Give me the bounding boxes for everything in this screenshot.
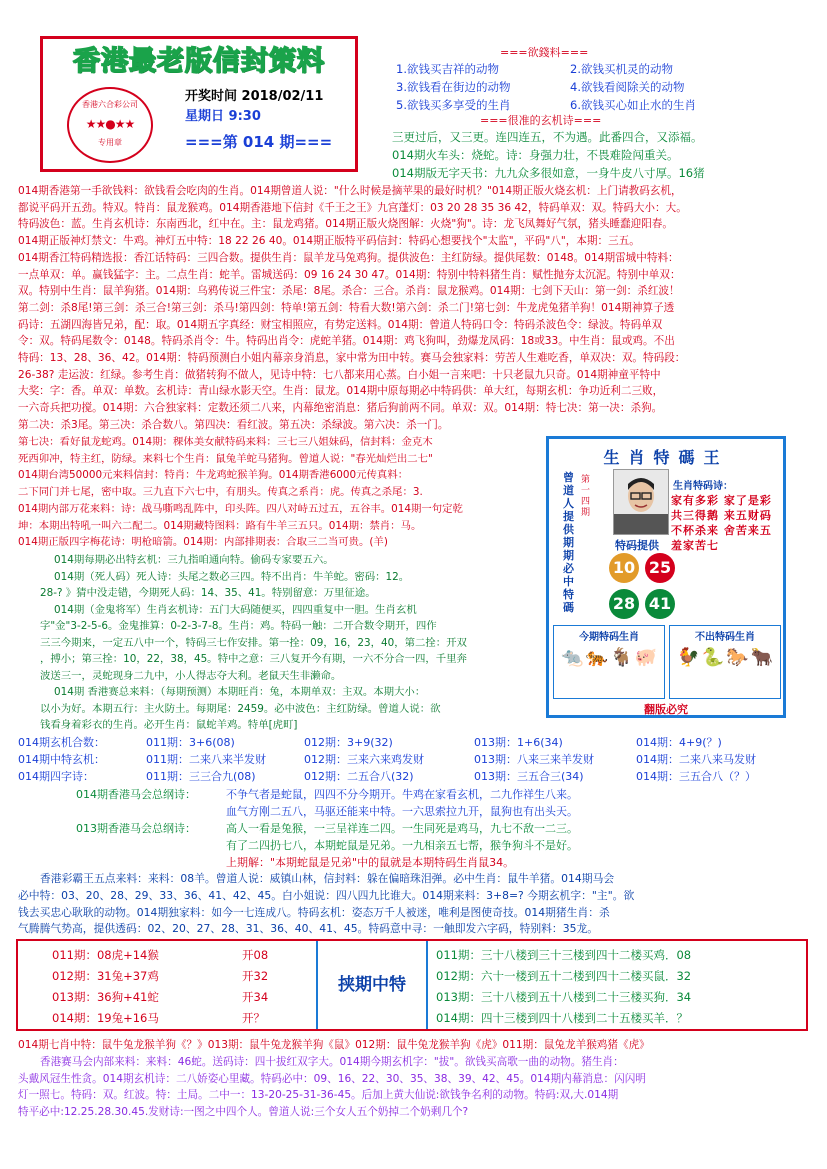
list-item: 012期：31兔+37鸡 bbox=[52, 969, 159, 983]
main-text-block bbox=[18, 183, 808, 434]
text-line: 014期正版神灯禁文：牛鸡。神灯五中特：18 22 26 40。014期正版特平码信封：特码心想要找个"太监"，平码"八"，本期：三五。 bbox=[18, 235, 640, 248]
text-line: 28-? 》猜中没走错，今期死人码：14、35、41。特别留意：万里征途。 bbox=[40, 587, 376, 599]
text-line: 波送三一，灵蛇现身二九中，小人得志夺大利。老鼠天生非濑命。 bbox=[40, 669, 342, 682]
section-heading-poem: ===很准的玄机诗=== bbox=[480, 114, 602, 127]
draw-time: 开奖时间 2018/02/11 bbox=[185, 89, 324, 104]
rooster-icon: 🐓 bbox=[677, 647, 700, 668]
list-item: 2.欲钱买机灵的动物 bbox=[570, 62, 673, 76]
panel-footer: 翻版必究 bbox=[644, 703, 688, 716]
number-ball: 10 bbox=[609, 553, 639, 583]
list-item: 1.欲钱买吉祥的动物 bbox=[396, 62, 499, 76]
table-cell: 013期：三五合三(34) bbox=[474, 769, 584, 783]
list-item: 014期：19兔+16马 bbox=[52, 1011, 159, 1025]
zodiac-icons bbox=[670, 643, 780, 672]
text-line: ，搏小；第三拴：10，22，38，45。特中之意：三八复开今有期，一六不分合一四，千里奔 bbox=[40, 653, 467, 665]
header-box bbox=[40, 36, 358, 172]
panel-title: 生肖特碼王 bbox=[603, 448, 729, 467]
text-line: 三三今期来，一定五八中一个，特码三七作安排。第一拴：09，16，23，40，第二拴：开双 bbox=[40, 636, 467, 649]
poem-line: 高人一看是兔猴，一三呈祥连二四。一生同死是鸡马，九七不敌一二三。 bbox=[226, 822, 578, 835]
table-row bbox=[18, 733, 756, 750]
text-line: 必中特：03、20、28、29、33、36、41、42、45。白小姐说：四八四九比谁大。014期来料：3+8=? 今期玄机字："主"。欲 bbox=[18, 888, 635, 902]
rat-icon: 🐀 bbox=[561, 647, 584, 668]
poem-line: 不争气者是蛇鼠，四四不分今期开。牛鸡在家看玄机，二九作祥生八来。 bbox=[226, 788, 578, 801]
list-item-result: 开34 bbox=[242, 990, 269, 1004]
list-item: 3.欲钱看在街边的动物 bbox=[396, 80, 511, 94]
table-cell: 013期：八来三来羊发财 bbox=[474, 752, 594, 766]
list-item: 014期：四十三楼到四十八楼到二十五楼买羊．？ bbox=[436, 1011, 688, 1025]
period-number: ===第 014 期=== bbox=[185, 133, 333, 151]
text-line: 26-38? 走运波：红绿。参考生肖：做猪转狗不做人，见诗中特：七八都来用心蒸。白小姐一言来吧：十只老鼠九只奇。014期神童平特中 bbox=[18, 368, 661, 381]
floor-right-list bbox=[436, 945, 806, 1029]
table-cell: 014期四字诗： bbox=[18, 769, 94, 783]
poem-line: 上期解："本期蛇鼠是兄弟"中的鼠就是本期特码生肖鼠34。 bbox=[226, 856, 515, 869]
floor-box bbox=[16, 939, 808, 1031]
text-line: 014期七肖中特：鼠牛兔龙猴羊狗《？》013期：鼠牛兔龙猴羊狗《鼠》012期：鼠牛兔龙猴羊狗《虎》011期：鼠兔龙羊猴鸡猪《虎》 bbox=[18, 1039, 650, 1051]
text-line: 014期香港第一手欲钱料：欲钱看会吃肉的生肖。014期曾道人说："什么时候是摘苹果的最好时机？"014期正版火烧玄机：上门请教码玄机， bbox=[18, 185, 682, 197]
tiger-icon: 🐅 bbox=[585, 647, 608, 668]
xuanji-table bbox=[18, 733, 756, 784]
left-text-block bbox=[18, 434, 538, 551]
list-item-result: 开08 bbox=[242, 948, 269, 962]
footer-text-block bbox=[18, 1037, 810, 1121]
page-title: 香港最老版信封策料 bbox=[73, 46, 325, 77]
text-line: 双。特别中生肖：鼠羊狗猪。014期：乌鸦传说三件宝：杀尾：8尾。杀合：三合。杀肖：鼠龙猴鸡。014期：七剑下天山：第一剑：杀红波！ bbox=[18, 285, 680, 298]
text-line: 码诗：五湖四海皆兄弟，配：取。014期五字真经：财宝相照应，有势定送料。014期：曾道人特码口令：特码杀波色令：绿波。特码单双 bbox=[18, 318, 663, 331]
text-line: 特码：13、28、36、42。014期：特码预测白小姐内幕亲身消息，家中常为田中转。赛马会独家料：劳苦人生难吃香，单双决：双。特码段： bbox=[18, 352, 686, 365]
seal-stamp: 香港六合彩公司 ★★●★★ 专用章 bbox=[67, 87, 153, 163]
table-cell: 011期：三三合九(08) bbox=[146, 769, 256, 783]
left-text-block-2 bbox=[40, 552, 540, 734]
text-line: 014期每期必出特玄机：三九指咱通向特。偷码专家要五六。 bbox=[54, 554, 334, 566]
list-item: 011期：三十八楼到三十三楼到四十二楼买鸡．08 bbox=[436, 948, 692, 962]
section-heading-money: ===欲錢料=== bbox=[500, 46, 589, 59]
vertical-caption: 曾道人提供期期必中特碼 bbox=[563, 471, 574, 614]
text-line: 014期（死人码）死人诗：头尾之数必三四。特不出肖：牛羊蛇。密码：12。 bbox=[54, 570, 410, 583]
poem-line: 014期火车头：烧蛇。诗：身强力壮，不畏难险闯重关。 bbox=[392, 148, 679, 162]
number-ball: 41 bbox=[645, 589, 675, 619]
box-label: 不出特码生肖 bbox=[695, 632, 755, 643]
poem-line: 血气方刚二五八，马驱还能来中特。一六思索拉九开，鼠狗也有出头天。 bbox=[226, 805, 578, 818]
poem-label: 014期香港马会总纲诗： bbox=[76, 788, 196, 801]
table-cell: 012期：三来六来鸡发财 bbox=[304, 752, 424, 766]
text-line: 坤：本期出特吼一叫六二配二。014期藏特图料：路有牛羊三五只。014期：禁肖：马。 bbox=[18, 519, 422, 532]
list-item: 011期：08虎+14猴 bbox=[52, 948, 159, 962]
ox-icon: 🐂 bbox=[750, 647, 773, 668]
table-cell: 012期：二五合八(32) bbox=[304, 769, 414, 783]
list-item-result: 开32 bbox=[242, 969, 269, 983]
table-cell: 014期：二来八来马发财 bbox=[636, 752, 756, 766]
poem-label: 生肖特码诗： bbox=[673, 481, 733, 492]
today-zodiac-box bbox=[553, 625, 665, 699]
list-item-result: 开？ bbox=[242, 1011, 265, 1025]
table-cell: 014期玄机合数： bbox=[18, 735, 105, 749]
text-line: 014期香江特码精选报：香江话特码：三四合数。提供生肖：鼠羊龙马兔鸡狗。提供波色：主红防绿。提供尾数：0148。014期雷城中特料： bbox=[18, 251, 679, 264]
text-line: 一点单双：单。赢钱猛字：主。二点生肖：蛇羊。雷城送码：09 16 24 30 47。014期：特别中特料猪生肖：赋性抛夯太沉泥。特别中单双： bbox=[18, 268, 681, 281]
pig-icon: 🐖 bbox=[634, 647, 657, 668]
balls-caption: 特码提供 bbox=[615, 539, 659, 552]
zodiac-panel bbox=[546, 436, 786, 718]
poem-line: 有了二四扔七八，本期蛇鼠是兄弟。一九相亲五七帮，猴争狗斗不是好。 bbox=[226, 839, 578, 852]
horse-poems bbox=[76, 786, 816, 871]
portrait-image bbox=[613, 469, 669, 535]
text-line: 头戴风冠生性贪。014期玄机诗：二八娇姿心里藏。特码必中：09、16、22、30、35、38、39、42、45。014期内幕消息：闪闪明 bbox=[18, 1072, 646, 1085]
table-cell: 013期：1+6(34) bbox=[474, 735, 563, 749]
list-item: 013期：三十八楼到五十八楼到二十三楼买狗．34 bbox=[436, 990, 692, 1004]
table-cell: 014期中特玄机： bbox=[18, 752, 105, 766]
text-line: 第二剑：杀8尾!第三剑：杀三合!第三剑：杀马!第四剑：特单!第五剑：特看大数!第六剑：杀二门!第七剑：牛龙虎兔猪羊狗！014期神算子透 bbox=[18, 301, 675, 314]
poem-line: 014期版无字天书：九九众多很如意，一身牛皮八寸厚。16猪 bbox=[392, 166, 705, 180]
table-row bbox=[18, 750, 756, 767]
box-label: 今期特码生肖 bbox=[579, 632, 639, 643]
text-line: 令：双。特码尾数令：0148。特码杀肖令：牛。特码出肖令：虎蛇羊猪。014期：鸡飞狗叫，劲爆龙凤码：18或33。中生肖：鼠或鸡。不出 bbox=[18, 335, 675, 348]
draw-weekday: 星期日 9:30 bbox=[185, 109, 261, 124]
number-ball: 28 bbox=[609, 589, 639, 619]
vertical-period: 第一四期 bbox=[581, 475, 591, 518]
text-line: 014期正版四字梅花诗：明枪暗箭。014期：内部排期表：合取三二当可贵。(羊) bbox=[18, 536, 388, 549]
text-line: 大奖：字：香。单双：单数。玄机诗：青山绿水影天空。生肖：鼠龙。014期中原每期必中特码供：单大红，每期玄机：争功近利二三败， bbox=[18, 385, 664, 398]
text-line: 以小为好。本期五行：主火防土。每期尾：2459。必中波色：主红防绿。曾道人说：欲 bbox=[40, 702, 441, 715]
text-line: 字"金"3-2-5-6。金鬼推算：0-2-3-7-8。生肖：鸡。特码一触：二开合数令期开，四作 bbox=[40, 620, 437, 632]
text-line: 014期（金鬼将军）生肖玄机诗：五门大码随便买，四四重复中一胆。生肖玄机 bbox=[54, 603, 417, 616]
table-cell: 014期：三五合八（？） bbox=[636, 769, 756, 783]
text-line: 气腾腾气势高，提供透码：02、20、27、28、31、36、40、41、45。特码意中寻：一触即发六字码，特别料：35龙。 bbox=[18, 922, 599, 936]
text-line: 014期内部万花来料：诗：战马嘶鸣乱阵中，印头阵。四八对峙五过五，五谷丰。014期一句定乾 bbox=[18, 502, 463, 515]
horse-icon: 🐎 bbox=[726, 647, 749, 668]
excluded-zodiac-box bbox=[669, 625, 781, 699]
list-item: 6.欲钱买心如止水的生肖 bbox=[570, 98, 696, 112]
money-list bbox=[396, 60, 796, 114]
poem-line: 三更过后，又三更。连四连五，不为遇。此番四合，又添福。 bbox=[392, 130, 703, 144]
list-item: 012期：六十一楼到五十二楼到四十二楼买鼠．32 bbox=[436, 969, 692, 983]
text-line: 死西卯冲，特主红，防绿。来料七个生肖：鼠兔羊蛇马猪狗。曾道人说："春光灿烂出二七" bbox=[18, 452, 433, 465]
bottom-text-block bbox=[18, 871, 810, 938]
table-cell: 012期：3+9(32) bbox=[304, 735, 393, 749]
number-ball: 25 bbox=[645, 553, 675, 583]
text-line: 一六奇兵把功搅。014期：六合独家料：定数还须二八来，内幕绝密消息：猪后狗前两不同。单双：双。014期：特七决：第一决：杀狗。 bbox=[18, 402, 663, 415]
zodiac-icons bbox=[554, 643, 664, 672]
text-line: 都说平码开五劲。特双。特肖：鼠龙猴鸡。014期香港地下信封《千王之王》九宫蓬灯：03 20 28 35 36 42，特码单双：双。特码大小：大。 bbox=[18, 201, 687, 214]
text-line: 特码波色：蓝。生肖玄机诗：东南西北，红中在。主：鼠龙鸡猪。014期正版火烧图解：火烧"狗"。诗：龙飞凤舞好气氛，猪头睡蠢迎阳春。 bbox=[18, 218, 673, 231]
zodiac-poem: 家有多彩 家了是彩 共三得鹅 来五财码 不杯杀来 舍苦来五 羞家苦七 bbox=[671, 494, 772, 552]
center-label: 挟期中特 bbox=[316, 941, 428, 1029]
text-line: 香港赛马会内部来料：来料：46蛇。送码诗：四十拔红双字大。014期今期玄机字："拔"。欲钱买高歌一曲的动物。猪生肖： bbox=[40, 1055, 624, 1068]
text-line: 二下同门并七尾，密中取。三九直下六七中，有朋头。传真之系肖：虎。传真之杀尾：3. bbox=[18, 486, 423, 499]
snake-icon: 🐍 bbox=[701, 647, 724, 668]
text-line: 014期台湾50000元来料信封：特肖：牛龙鸡蛇猴羊狗。014期香港6000元传真料： bbox=[18, 469, 409, 482]
text-line: 第二决：杀3尾。第三决：杀合数八。第四决：看红波。第五决：杀绿波。第六决：杀一门。 bbox=[18, 418, 449, 431]
text-line: 灯一照七。特码：双。红波。特：土局。二中一：13-20-25-31-36-45。后加上黄大仙说:欲钱争名利的动物。特码:双,大.014期 bbox=[18, 1089, 619, 1102]
goat-icon: 🐐 bbox=[610, 647, 633, 668]
table-row bbox=[18, 767, 756, 784]
text-line: 特平必中:12.25.28.30.45.发财诗:一图之中四个人。曾道人说:三个女人五个奶掉二个奶剩几个? bbox=[18, 1106, 469, 1119]
list-item: 4.欲钱看阅除关的动物 bbox=[570, 80, 685, 94]
floor-left-list bbox=[24, 945, 294, 1029]
table-cell: 011期：3+6(08) bbox=[146, 735, 235, 749]
table-cell: 014期：4+9(？) bbox=[636, 735, 722, 749]
table-cell: 011期：二来八来半发财 bbox=[146, 752, 266, 766]
text-line: 第七决：看好鼠龙蛇鸡。014期：稞体美女献特码来料：三七三八姐妹码，信封料：金克木 bbox=[18, 436, 433, 448]
list-item: 013期：36狗+41蛇 bbox=[52, 990, 159, 1004]
poem-label: 013期香港马会总纲诗： bbox=[76, 822, 196, 835]
text-line: 钱去买忠心耿耿的动物。014期独家料：如今一七连成八。特码玄机：姿态万千人被迷，唯利是图使奇技。014期猪生肖：杀 bbox=[18, 905, 610, 919]
text-line: 014期 香港赛总来料：（每期预测）本期旺肖：兔，本期单双：主双。本期大小： bbox=[54, 686, 426, 698]
list-item: 5.欲钱买多享受的生肖 bbox=[396, 98, 511, 112]
text-line: 香港彩霸王五点来料：来料：08羊。曾道人说：威镇山林，信封料：躲在偏暗珠泪弹。必中生肖：鼠牛羊猪。014期马会 bbox=[40, 872, 615, 885]
text-line: 钱看身着彩衣的生肖。必开生肖：鼠蛇羊鸡。特单[虎町] bbox=[40, 719, 298, 731]
